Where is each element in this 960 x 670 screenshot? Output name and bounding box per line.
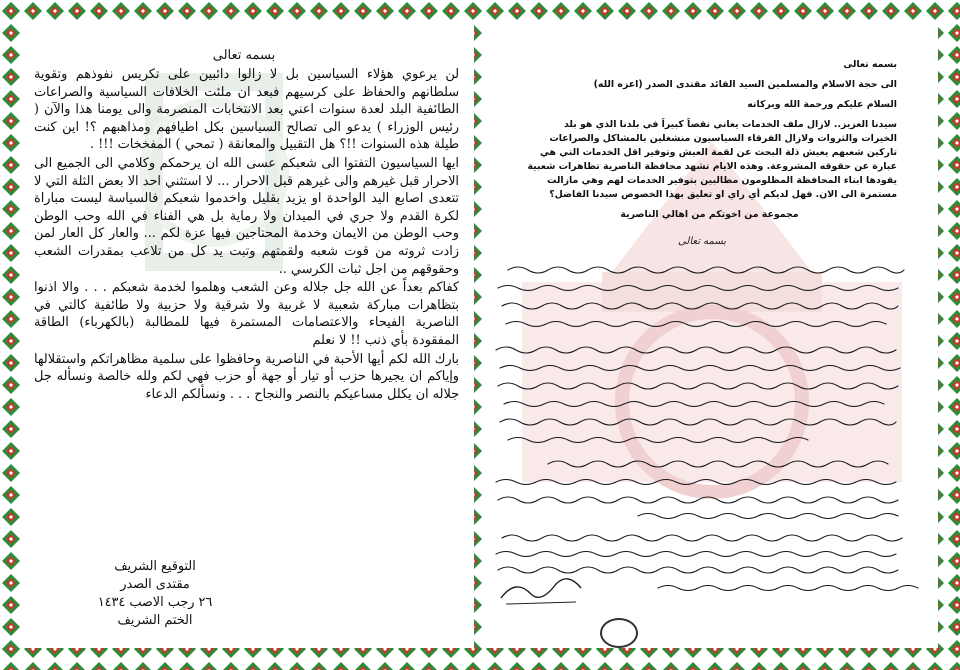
typed-letter-line: الى حجة الاسلام والمسلمين السيد القائد مقتدى الصدر (اعزه الله) [593,79,897,90]
typed-letter-line: يقودها ابناء المحافظة المظلومون مطالبين بتوفير الخدمات لهم وهي مازالت [546,175,897,186]
signature-line: مقتدى الصدر [120,577,190,592]
statement-body [34,66,459,404]
handwritten-reply [488,250,928,610]
statement-paragraph: لن يرعوي هؤلاء السياسين بل لا زالوا دائبين على تكريس نفوذهم وتقوية سلطانهم والحفاظ على كرسيهم فبعد ان ملئت الخلافات السياسية والصراعات الطائفية البلد لعدة سنوات اعني بعد الانتخابات المنصرمة والى يومنا هذا والآن ( رئيس الوزراء ) يدعو الى تصالح السياسين بكل اطيافهم ومذاهبهم ؟! اين كنت طيلة هذه السنوات !!؟ هل التقبيل والمعانقة ( تمحي ) المفخخات !!! . [34,67,459,153]
typed-letter [522,58,897,222]
signature-scribble [496,570,586,610]
typed-letter-line: مستمرة الى الان. فهل لديكم أي راي او تعليق بهذا الخصوص سيدنا الفاضل؟ [549,189,897,200]
basmala-heading: بسمه تعالى [212,48,276,63]
typed-letter-line: تاركين شعبهم يعيش ذلة البحث عن لقمة العيش وتوفير اقل الخدمات التي هي [540,147,897,158]
official-stamp [600,618,638,648]
handwritten-basmala: بسمه تعالى [677,236,727,247]
typed-letter-signoff: مجموعة من اخوتكم من اهالي الناصرية [620,209,799,220]
signature-line: الختم الشريف [117,613,193,628]
typed-letter-line: السلام عليكم ورحمة الله وبركاته [747,99,897,110]
typed-letter-line: الخيرات والثروات ولازال الفرقاء السياسيون منشغلين بالمشاكل والصراعات [549,133,897,144]
handwritten-signature [496,570,586,610]
typed-letter-line: بسمه تعالى [843,59,897,70]
statement-paragraph: ايها السياسيون التفتوا الى شعبكم عسى الله ان يرحمكم وكلامي الى الجميع الى الاحرار قبل غيرهم والى غيرهم قبل الاحرار ... لا استثني احد الا بعض الثلة التي لا تتعدى اصابع اليد الواحدة او يزيد بقليل واخدموا شعبكم فالسياسة ليست مباراة لكرة القدم ولا جري في الميدان ولا رماية بل هي الفناء في الله وحب الوطن وحب الوطن من الايمان وخدمة المحتاجين فيها عزة لكم ... والعار كل العار لمن زادت ثروته من قوت شعبه ولقمتهم وتبت يد كل من تلاعب بمقدرات الشعب وحقوقهم من اجل ثبات الكرسي .. [34,155,459,277]
signature-block [80,558,230,630]
typed-letter-line: سيدنا العزيز.. لازال ملف الخدمات يعاني نقصاً كبيراً في بلدنا الذي هو بلد [564,119,897,130]
signature-line: ٢٦ رجب الاصب ١٤٣٤ [97,595,213,610]
transcription-panel [24,22,474,648]
typed-letter-line: عبارة عن حقوقه المشروعة. وهذه الايام تشهد محافظة الناصرية تظاهرات شعبية [527,161,897,172]
signature-line: التوقيع الشريف [114,559,196,574]
scanned-letter-panel [482,22,934,648]
statement-paragraph: كفاكم بعداً عن الله جل جلاله وعن الشعب وهلموا لخدمة شعبكم . . . والا اذنوا بتظاهرات مباركة شعبية لا غربية ولا شرقية ولا حزبية ولا طائفية كالتي في الناصرية الفيحاء والاعتصامات المستمرة فيها للمطالبة (بالكهرباء) الطاقة المفقودة بأي ذنب !! لا نعلم [34,280,459,348]
statement-paragraph: بارك الله لكم أيها الأحبة في الناصرية وحافظوا على سلمية مظاهراتكم واستقلالها وإياكم ان يجيرها حزب أو تيار أو جهة أو حزب فهي لكم ولله خالصة ونسأله جل جلاله ان يكلل مساعيكم بالنصر والنجاح . . . ونسألكم الدعاء [34,351,459,402]
